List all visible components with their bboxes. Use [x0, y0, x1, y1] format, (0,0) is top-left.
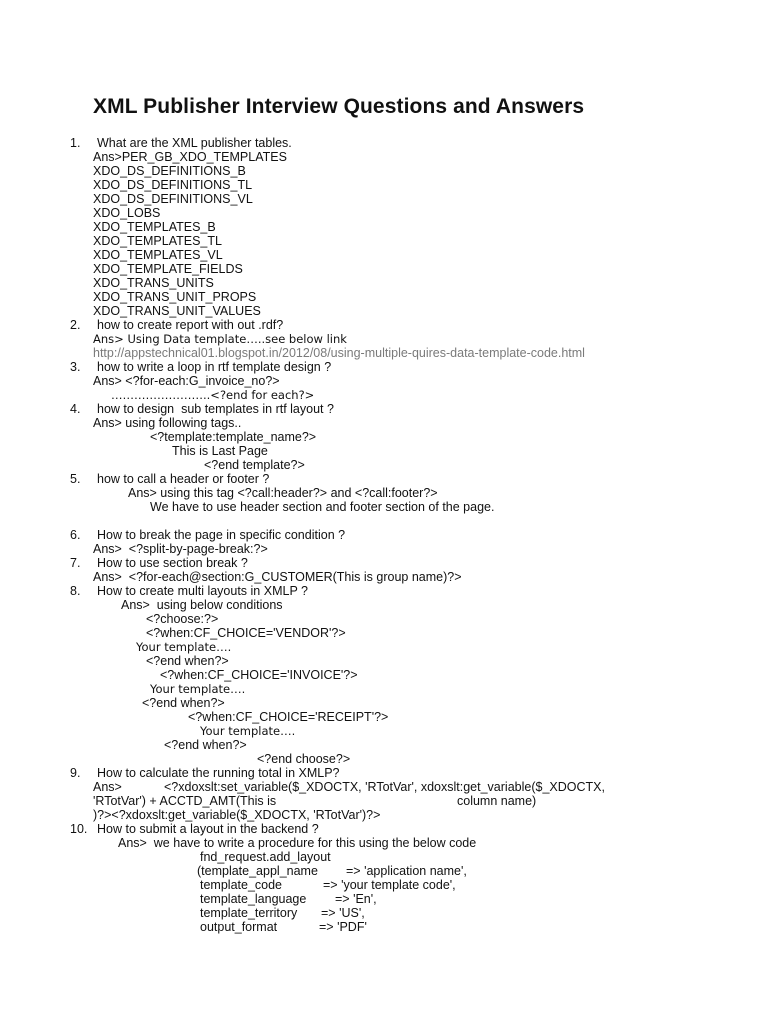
- answer-line: XDO_TEMPLATES_B: [93, 220, 216, 234]
- answer-line: <?end when?>: [146, 654, 229, 668]
- answer-line: (template_appl_name: [197, 864, 318, 878]
- answer-line: XDO_TEMPLATES_TL: [93, 234, 222, 248]
- answer-line: Ans> <?for-each:G_invoice_no?>: [93, 374, 280, 388]
- question-text: how to design sub templates in rtf layout ?: [97, 402, 334, 416]
- question-text: How to use section break ?: [97, 556, 248, 570]
- reference-link[interactable]: http://appstechnical01.blogspot.in/2012/08/using-multiple-quires-data-template-code.html: [93, 346, 585, 360]
- question-number: 1.: [70, 136, 81, 150]
- answer-line: <?end when?>: [142, 696, 225, 710]
- question-text: how to write a loop in rtf template design ?: [97, 360, 332, 374]
- answer-line: => 'En',: [335, 892, 377, 906]
- answer-line: template_language: [200, 892, 307, 906]
- answer-line: XDO_TRANS_UNITS: [93, 276, 214, 290]
- answer-line: Your template….: [150, 682, 246, 696]
- question-number: 5.: [70, 472, 81, 486]
- answer-line: XDO_LOBS: [93, 206, 161, 220]
- answer-line: <?end when?>: [164, 738, 247, 752]
- question-text: How to calculate the running total in XMLP?: [97, 766, 340, 780]
- answer-line: )?><?xdoxslt:get_variable($_XDOCTX, 'RTotVar')?>: [93, 808, 381, 822]
- answer-line: Ans> <?for-each@section:G_CUSTOMER(This is group name)?>: [93, 570, 462, 584]
- answer-line: fnd_request.add_layout: [200, 850, 331, 864]
- answer-line: XDO_DS_DEFINITIONS_B: [93, 164, 246, 178]
- answer-line: XDO_TEMPLATES_VL: [93, 248, 223, 262]
- answer-line: 'RTotVar') + ACCTD_AMT(This is: [93, 794, 277, 808]
- answer-line: template_territory: [200, 906, 298, 920]
- answer-line: <?when:CF_CHOICE='VENDOR'?>: [146, 626, 346, 640]
- question-number: 4.: [70, 402, 81, 416]
- answer-line: XDO_TRANS_UNIT_PROPS: [93, 290, 257, 304]
- question-number: 2.: [70, 318, 81, 332]
- answer-line: Your template….: [200, 724, 296, 738]
- answer-line: ……………………..<?end for each?>: [111, 388, 315, 402]
- answer-line: Ans>: [93, 780, 122, 794]
- answer-line: <?choose:?>: [146, 612, 219, 626]
- answer-line: XDO_TEMPLATE_FIELDS: [93, 262, 243, 276]
- answer-line: => 'PDF': [319, 920, 367, 934]
- page-title: XML Publisher Interview Questions and Answers: [93, 95, 585, 118]
- question-text: how to call a header or footer ?: [97, 472, 270, 486]
- question-text: How to break the page in specific condition ?: [97, 528, 346, 542]
- question-text: How to submit a layout in the backend ?: [97, 822, 319, 836]
- question-number: 6.: [70, 528, 81, 542]
- answer-line: output_format: [200, 920, 278, 934]
- question-number: 3.: [70, 360, 81, 374]
- question-number: 8.: [70, 584, 81, 598]
- question-text: how to create report with out .rdf?: [97, 318, 284, 332]
- answer-line: Ans> using this tag <?call:header?> and <?call:footer?>: [128, 486, 438, 500]
- answer-line: => 'application name',: [346, 864, 467, 878]
- answer-line: XDO_DS_DEFINITIONS_VL: [93, 192, 253, 206]
- answer-line: <?xdoxslt:set_variable($_XDOCTX, 'RTotVar', xdoxslt:get_variable($_XDOCTX,: [164, 780, 605, 794]
- answer-line: Your template….: [136, 640, 232, 654]
- answer-line: Ans> Using Data template…..see below link: [93, 332, 347, 346]
- answer-line: template_code: [200, 878, 283, 892]
- answer-line: XDO_DS_DEFINITIONS_TL: [93, 178, 253, 192]
- answer-line: We have to use header section and footer section of the page.: [150, 500, 495, 514]
- answer-line: <?template:template_name?>: [150, 430, 317, 444]
- answer-line: => 'US',: [321, 906, 365, 920]
- answer-line: This is Last Page: [172, 444, 268, 458]
- answer-line: Ans> using below conditions: [121, 598, 283, 612]
- answer-line: XDO_TRANS_UNIT_VALUES: [93, 304, 261, 318]
- answer-line: Ans>PER_GB_XDO_TEMPLATES: [93, 150, 287, 164]
- answer-line: Ans> using following tags..: [93, 416, 242, 430]
- answer-line: <?when:CF_CHOICE='INVOICE'?>: [160, 668, 358, 682]
- question-text: What are the XML publisher tables.: [97, 136, 292, 150]
- answer-line: <?when:CF_CHOICE='RECEIPT'?>: [188, 710, 389, 724]
- question-text: How to create multi layouts in XMLP ?: [97, 584, 308, 598]
- answer-line: <?end template?>: [204, 458, 305, 472]
- answer-line: column name): [457, 794, 537, 808]
- question-number: 7.: [70, 556, 81, 570]
- answer-line: Ans> <?split-by-page-break:?>: [93, 542, 268, 556]
- question-number: 10.: [70, 822, 88, 836]
- answer-line: => 'your template code',: [323, 878, 456, 892]
- question-number: 9.: [70, 766, 81, 780]
- answer-line: Ans> we have to write a procedure for this using the below code: [118, 836, 477, 850]
- answer-line: <?end choose?>: [257, 752, 351, 766]
